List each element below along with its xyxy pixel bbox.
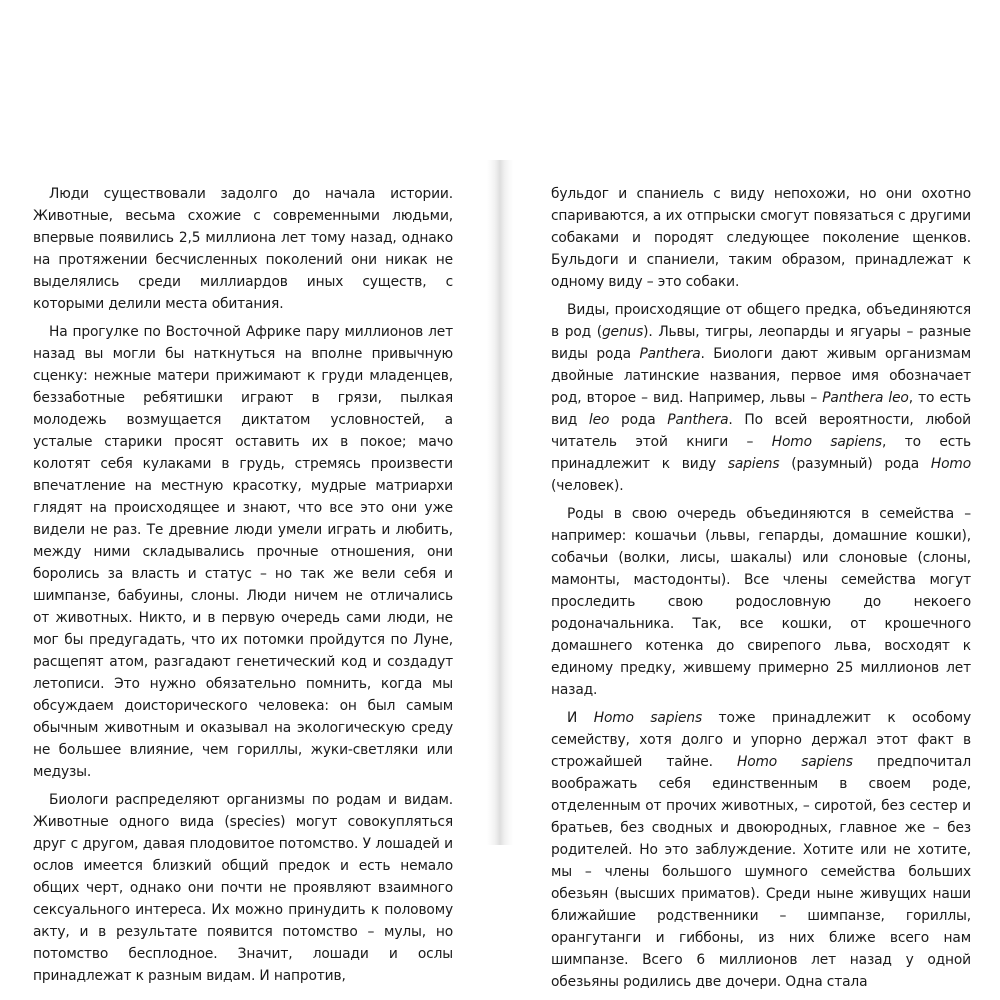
italic-term: Homo sapiens (593, 710, 702, 726)
text-run: , то есть принадлежит к виду (551, 434, 971, 472)
text-run: тоже принадлежит к особому семейству, хотя долго и упорно держал этот факт в строжайшей тайне. (551, 710, 971, 770)
italic-term: Homo sapiens (736, 754, 853, 770)
right-page-paragraph (551, 183, 971, 293)
text-run: Люди существовали задолго до начала истории. Животные, весьма схожие с современными людьми, впервые появились 2,5 миллиона лет тому назад, однако на протяжении бесчисленных поколений они никак не выделялись среди миллиардов иных существ, с которыми делили места обитания. (33, 186, 453, 312)
text-run: ). Львы, тигры, леопарды и ягуары – разные виды рода (551, 324, 971, 362)
right-page (551, 183, 971, 999)
text-run: Биологи распределяют организмы по родам и видам. Животные одного вида (species) могут совокупляться друг с другом, давая плодовитое потомство. У лошадей и ослов имеется близкий общий предок и есть немало общих черт, однако они почти не проявляют взаимного сексуального интереса. Их можно принудить к половому акту, и в результате появится потомство – мулы, но потомство бесплодное. Значит, лошади и ослы принадлежат к разным видам. И напротив, (33, 792, 453, 984)
italic-term: sapiens (727, 456, 780, 472)
text-run: , то есть вид (551, 390, 971, 428)
right-page-paragraph (551, 299, 971, 497)
left-page-paragraph (33, 183, 453, 315)
text-run: Роды в свою очередь объединяются в семейства – например: кошачьи (львы, гепарды, домашние кошки), собачьи (волки, лисы, шакалы) или слоновые (слоны, мамонты, мастодонты). Все члены семейства могут проследить свою родословную до некоего родоначальника. Так, все кошки, от крошечного домашнего котенка до свирепого льва, восходят к единому предку, жившему примерно 25 миллионов лет назад. (551, 506, 971, 698)
text-run: И (567, 710, 594, 726)
text-run: . Биологи дают живым организмам двойные латинские названия, первое имя обозначает род, второе – вид. Например, львы – (551, 346, 971, 406)
right-page-paragraph (551, 707, 971, 993)
book-gutter-shadow (487, 160, 513, 845)
italic-term: Panthera (639, 346, 701, 362)
italic-term: leo (588, 412, 610, 428)
text-run: бульдог и спаниель с виду непохожи, но они охотно спариваются, а их отпрыски смогут повязаться с другими собаками и породят следующее поколение щенков. Бульдоги и спаниели, таким образом, принадлежат к одному виду – это собаки. (551, 186, 971, 290)
text-run: (разумный) рода (779, 456, 931, 472)
text-run: На прогулке по Восточной Африке пару миллионов лет назад вы могли бы наткнуться на вполне привычную сценку: нежные матери прижимают к груди младенцев, беззаботные ребятишки играют в грязи, пылкая молодежь возмущается диктатом условностей, а усталые старики просят оставить их в покое; мачо колотят себя кулаками в грудь, стремясь произвести впечатление на местную красотку, мудрые матриархи глядят на происходящее и знают, что все это они уже видели не раз. Те древние люди умели играть и любить, между ними складывались прочные отношения, они боролись за власть и статус – но так же вели себя и шимпанзе, бабуины, слоны. Люди ничем не отличались от животных. Никто, и в первую очередь сами люди, не мог бы предугадать, что их потомки пройдутся по Луне, расщепят атом, разгадают генетический код и создадут летописи. Это нужно обязательно помнить, когда мы обсуждаем доисторического человека: он был самым обычным животным и оказывал на экологическую среду не большее влияние, чем гориллы, жуки-светляки или медузы. (33, 324, 453, 780)
left-page-paragraph (33, 321, 453, 783)
italic-term: genus (601, 324, 644, 340)
left-page (33, 183, 453, 993)
text-run: предпочитал воображать себя единственным в своем роде, отделенным от прочих животных, – сиротой, без сестер и братьев, без сводных и двоюродных, главное же – без родителей. Но это заблуждение. Хотите или не хотите, мы – члены большого шумного семейства больших обезьян (высших приматов). Среди ныне живущих наши ближайшие родственники – шимпанзе, гориллы, орангутанги и гиббоны, из них ближе всего нам шимпанзе. Всего 6 миллионов лет назад у одной обезьяны родились две дочери. Одна стала (551, 754, 971, 990)
text-run: рода (609, 412, 668, 428)
italic-term: Homo sapiens (771, 434, 882, 450)
text-run: Виды, происходящие от общего предка, объединяются в род ( (551, 302, 971, 340)
text-run: (человек). (551, 478, 624, 494)
text-run: . По всей вероятности, любой читатель этой книги – (551, 412, 971, 450)
right-page-paragraph (551, 503, 971, 701)
left-page-paragraph (33, 789, 453, 987)
italic-term: Panthera (667, 412, 729, 428)
italic-term: Homo (930, 456, 971, 472)
italic-term: Panthera leo (822, 390, 909, 406)
